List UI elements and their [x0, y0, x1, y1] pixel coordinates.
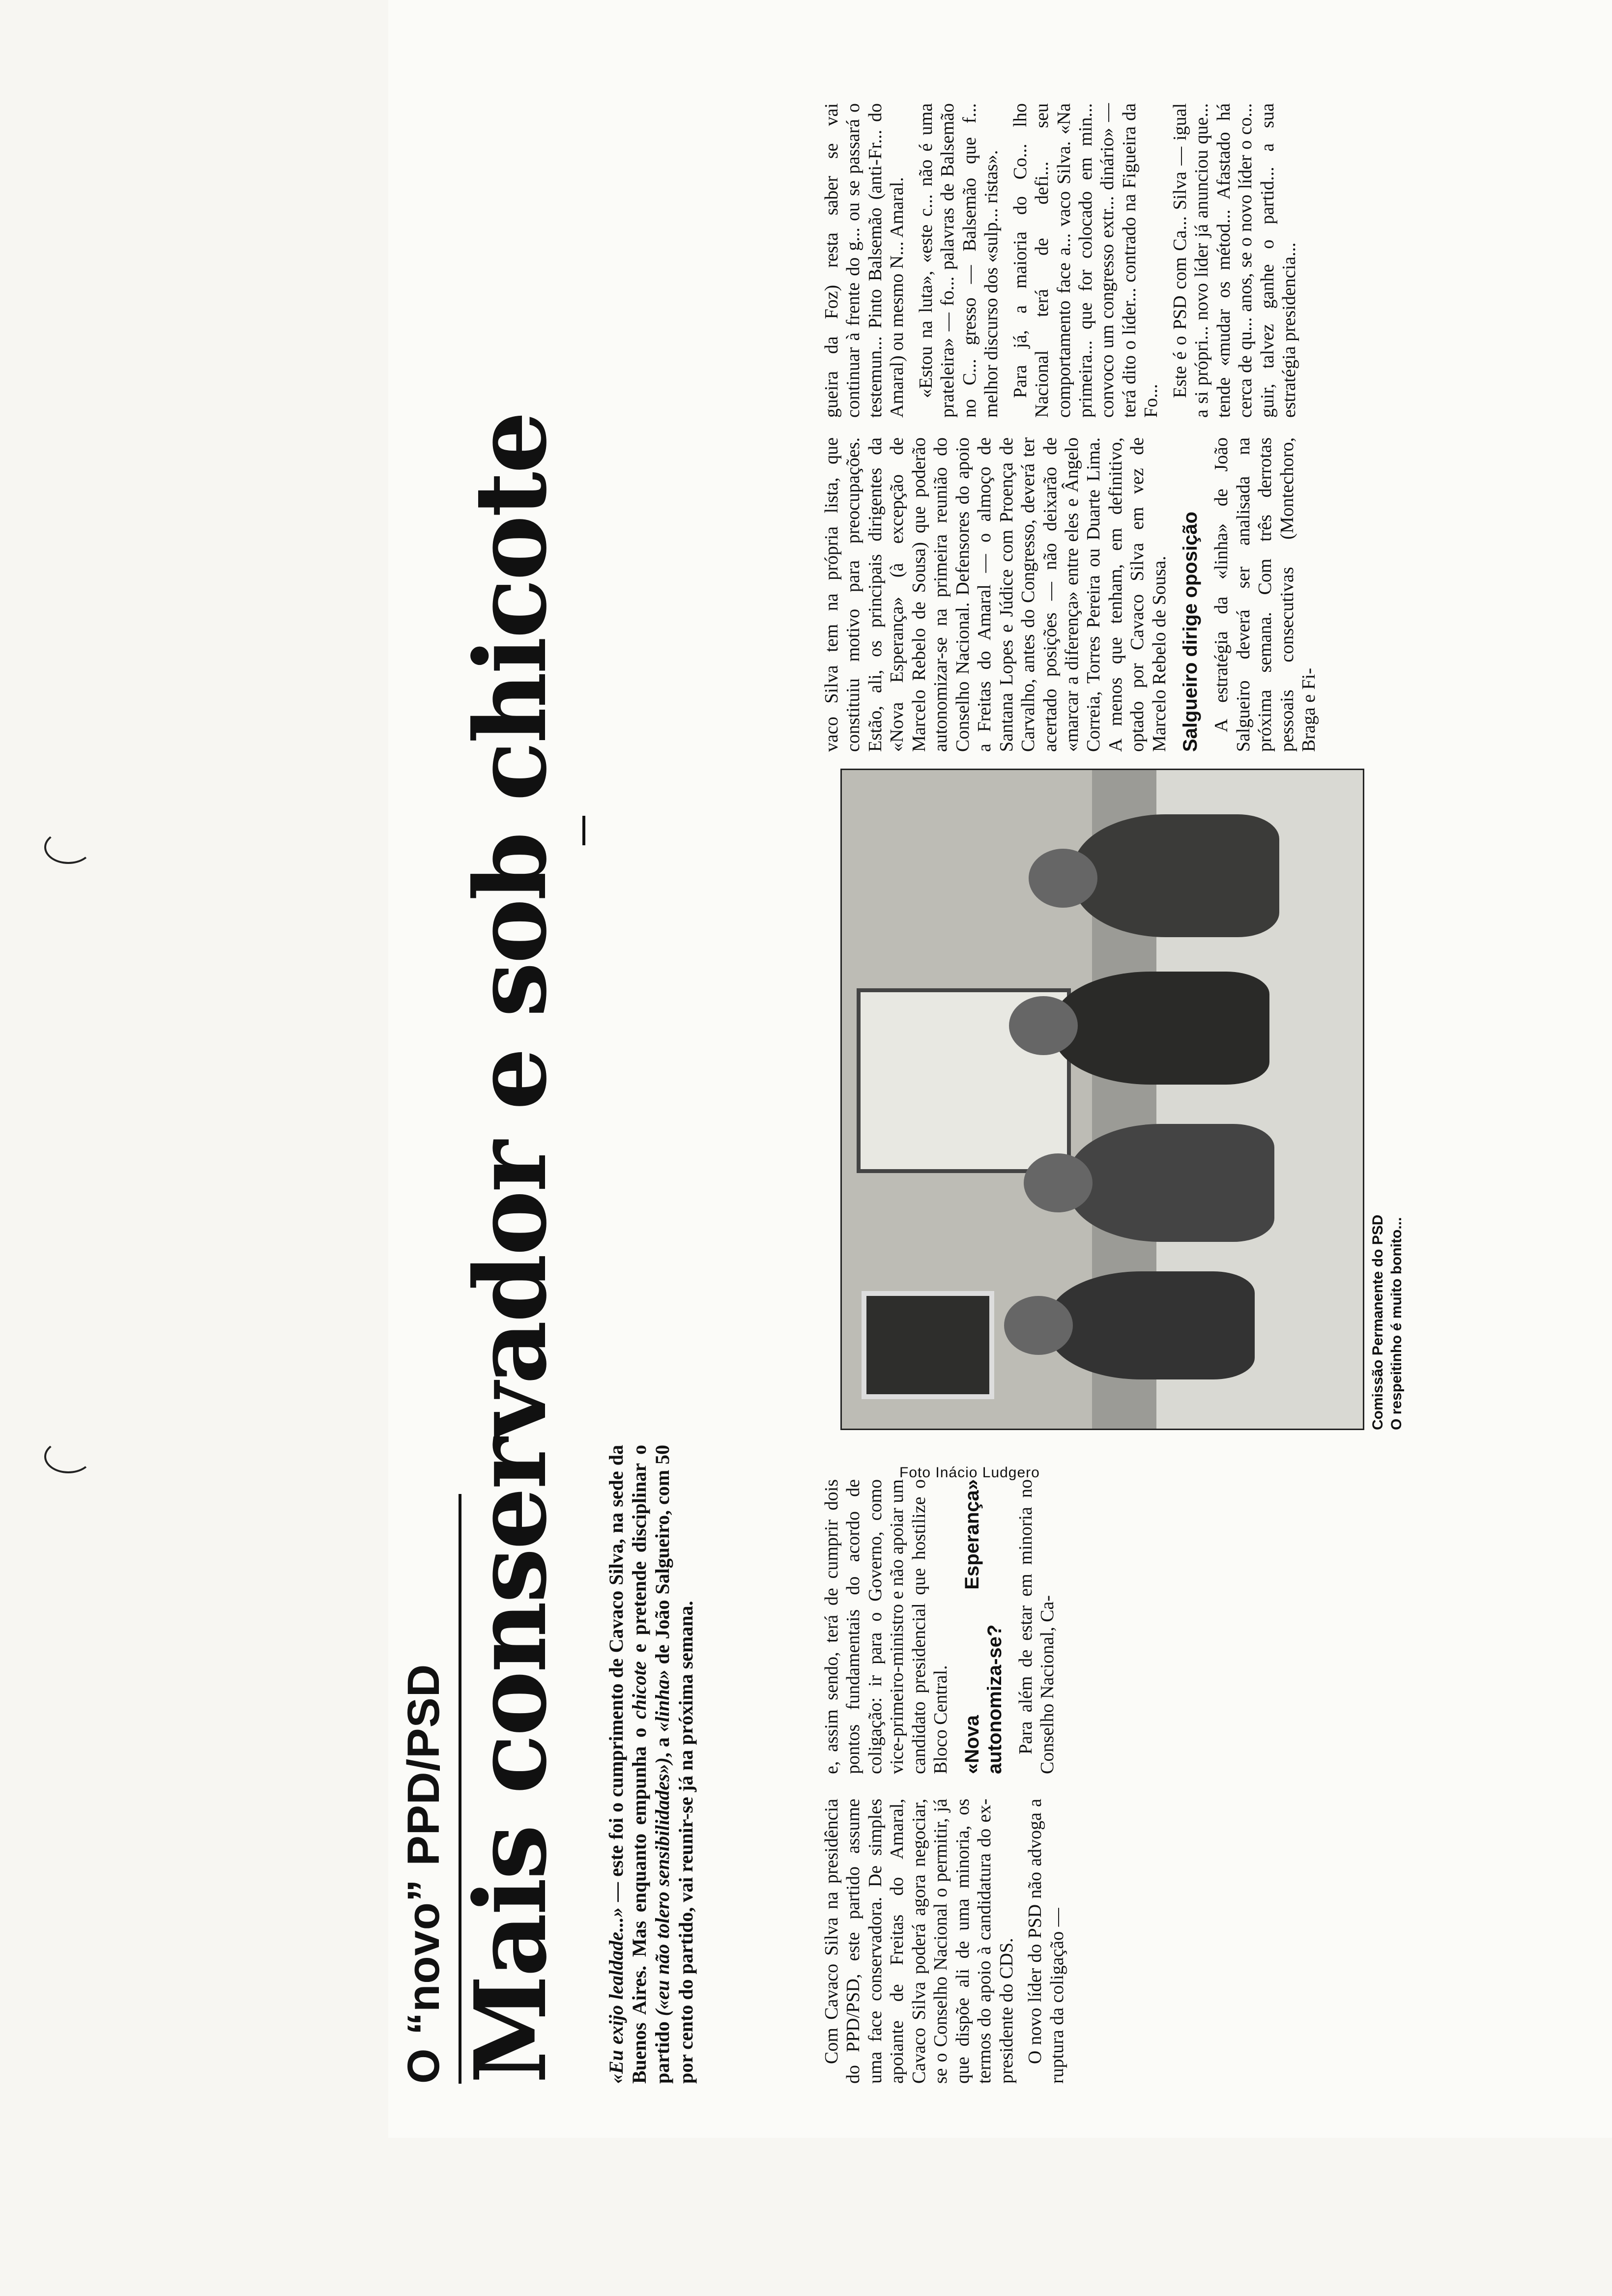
subheading-nova-esperanca: «Nova Esperança» autonomiza-se?	[961, 1479, 1006, 1774]
column-1-paragraph-1: Com Cavaco Silva na presidência do PPD/PSD, este partido assume uma face conservadora. De simples apoiante de Freitas do Amaral, Cavaco Silva poderá agora negociar, se o Conselho Nacional o permitir, já que dispõe ali de uma minoria, os termos do apoio à candidatura do ex-presidente do CDS.	[821, 1799, 1017, 2084]
newspaper-clipping	[388, 0, 1612, 2138]
lead-quote-2: («eu não tolero sensibilidades»)	[651, 1757, 674, 2016]
portrait-frame	[862, 1291, 994, 1399]
column-4-paragraph-1: gueira da Foz) resta saber se vai continuar à frente do g... ou se passará o testemun... Pinto Balsemão (anti-Fr... do Amaral) ou mesmo N... Amaral.	[821, 103, 908, 418]
column-1	[821, 1799, 1075, 2084]
column-2-paragraph-1: e, assim sendo, terá de cumprir dois pontos fundamentais do acordo de coligação: ir para o Governo, como vice-primeiro-ministro e não apoiar um candidato presidencial que hostilize o Bloco Central.	[821, 1479, 951, 1774]
kicker: O “novo” PPD/PSD	[398, 1494, 461, 2084]
column-4-paragraph-2: «Estou na luta», «este c... não é uma prateleira» — fo... palavras de Balsemão no C... gresso — Balsemão que f... melhor discurso dos «sulp... ristas».	[915, 103, 1002, 418]
clipping-area	[388, 0, 1612, 2138]
headline: Mais conservador e sob chicote	[453, 413, 569, 2084]
lead-linha: «linha»	[651, 1669, 674, 1732]
caption-line-2: O respeitinho é muito bonito...	[1388, 1217, 1405, 1430]
lead-paragraph	[604, 1445, 697, 2084]
headline-rule	[582, 816, 585, 845]
lead-text-4: de João Salgueiro, com 50 por cento do partido, vai reunir-se já na próxima semana.	[651, 1444, 697, 2084]
news-photo	[840, 769, 1364, 1430]
lead-quote: «Eu exijo lealdade...»	[605, 1907, 627, 2084]
column-3	[821, 437, 1327, 752]
column-3-paragraph-2: A estratégia da «linha» de João Salgueiro deverá ser analisada na próxima semana. Com três derrotas pessoais consecutivas (Montechoro, Braga e Fi-	[1211, 437, 1320, 752]
column-4-paragraph-3: Para já, a maioria do Co... lho Nacional terá de defi... seu comportamento face a... vaco Silva. «Na primeira... que for colocado em min... convoco um congresso extr... dinário» — terá dito o líder... contrado na Figueira da Fo...	[1009, 103, 1162, 418]
lead-text-2: e pretende disciplinar o partido	[628, 1445, 674, 2084]
column-1-paragraph-2: O novo líder do PSD não advoga a ruptura da coligação —	[1025, 1799, 1067, 2084]
column-4-paragraph-4: Este é o PSD com Ca... Silva — igual a si própri... novo líder já anunciou que... tende «mudar os métod... Afastado há cerca de qu... anos, se o novo líder o co... guir, talvez ganhe o partid... a sua estratégia presidencia...	[1169, 103, 1300, 418]
column-3-paragraph-1: vaco Silva tem na própria lista, que constituiu motivo para preocupações. Estão, ali, os principais dirigentes da «Nova Esperança» (à excepção de Marcelo Rebelo de Sousa) que poderão autonomizar-se na primeira reunião do Conselho Nacional. Defensores do apoio a Freitas do Amaral — o almoço de Santana Lopes e Júdice com Proença de Carvalho, antes do Congresso, deverá ter acertado posições — não deixarão de «marcar a diferença» entre eles e Ângelo Correia, Torres Pereira ou Duarte Lima. A menos que tenham, em definitivo, optado por Cavaco Silva em vez de Marcelo Rebelo de Sousa.	[821, 437, 1170, 752]
lead-text-3: , a	[651, 1732, 674, 1758]
subheading-salgueiro: Salgueiro dirige oposição	[1180, 512, 1202, 752]
margin-mark	[44, 1440, 92, 1473]
photo-credit: Foto Inácio Ludgero	[899, 1464, 1040, 1481]
lead-chicote: chicote	[628, 1661, 651, 1719]
caption-line-1: Comissão Permanente do PSD	[1370, 1214, 1386, 1430]
column-2-paragraph-2: Para além de estar em minoria no Conselho Nacional, Ca-	[1015, 1479, 1058, 1774]
column-2	[821, 1479, 1065, 1774]
margin-mark	[44, 831, 92, 864]
lead-text-1: — este foi o cumprimento de Cavaco Silva, na sede da Buenos Aires. Mas enquanto empunha o	[605, 1444, 651, 2084]
column-4	[821, 103, 1307, 418]
photo-caption	[1369, 772, 1406, 1430]
